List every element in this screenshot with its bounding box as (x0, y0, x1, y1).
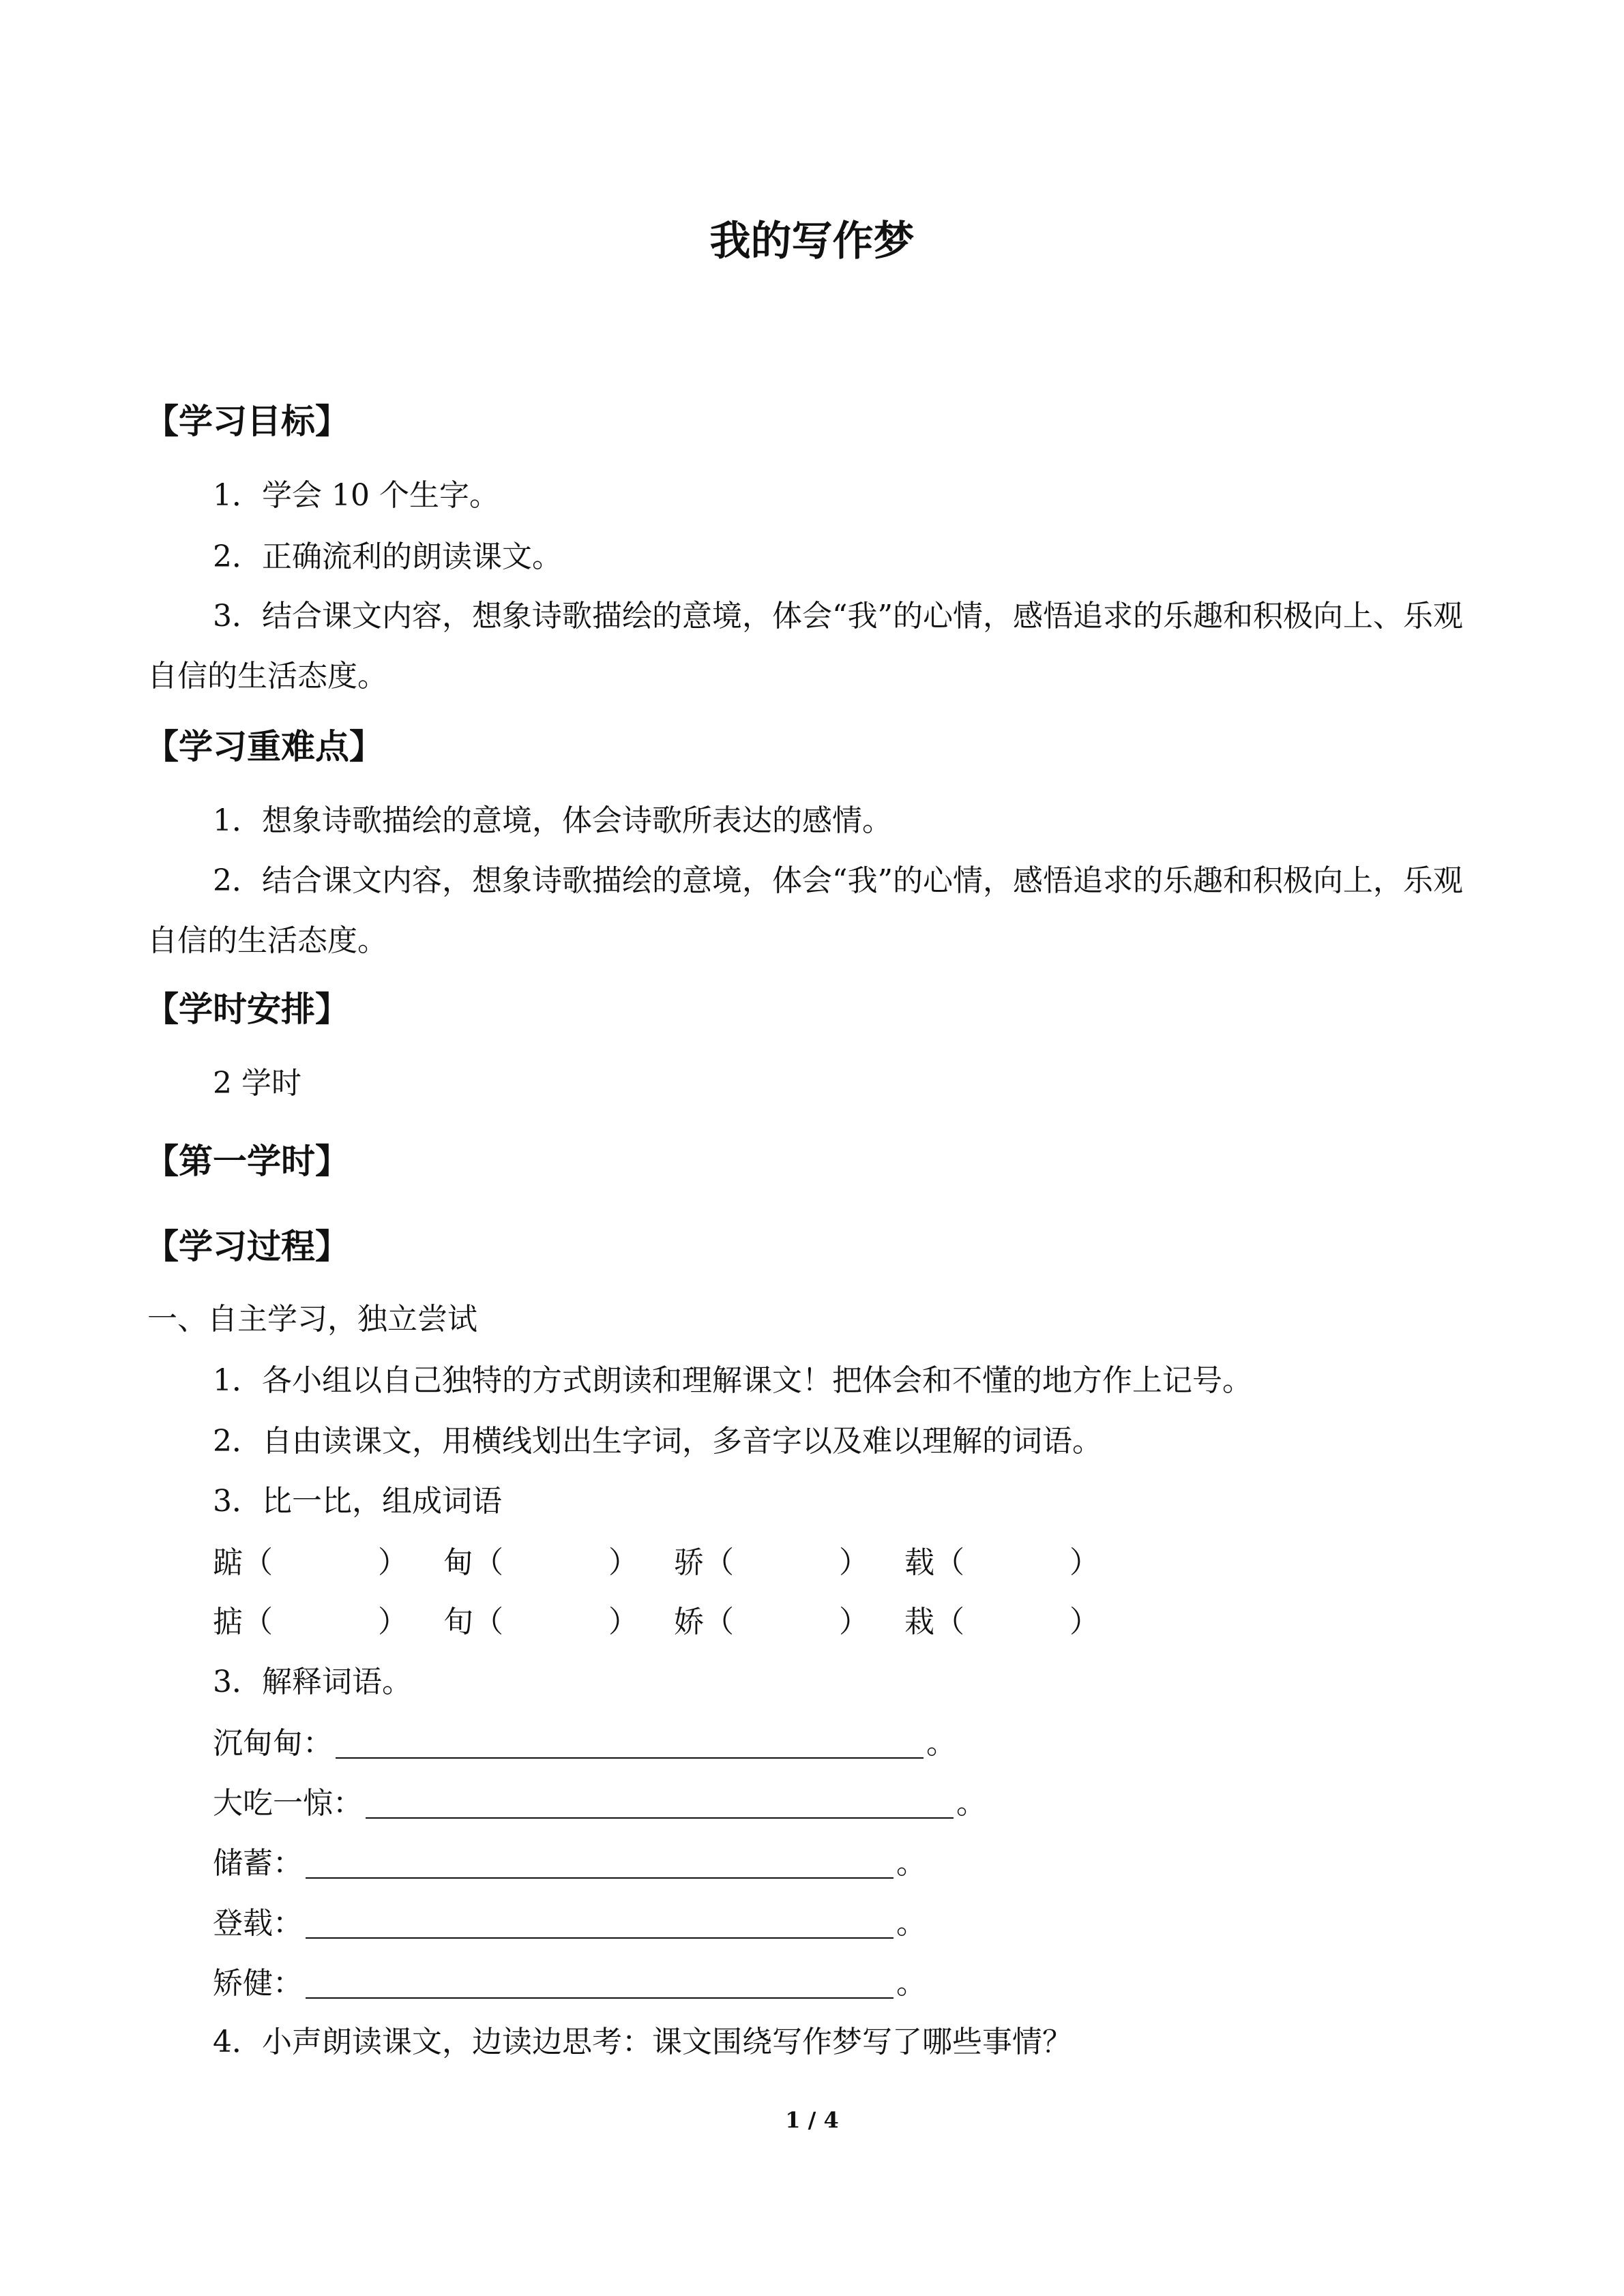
compare-blank-close[interactable]: ） (839, 1545, 869, 1580)
word-line-1 (213, 1727, 956, 1759)
step-2: 2．自由读课文，用横线划出生字词，多音字以及难以理解的词语。 (213, 1424, 1102, 1459)
key-point-item-2: 2．结合课文内容，想象诗歌描绘的意境，体会“我”的心情，感悟追求的乐趣和积极向上，乐观自信的生活态度。 (147, 863, 1463, 958)
compare-char: 旬（ (443, 1605, 503, 1639)
page-title: 我的写作梦 (709, 218, 915, 265)
step-4: 4．小声朗读课文，边读边思考：课文围绕写作梦写了哪些事情？ (213, 2025, 1072, 2059)
answer-blank[interactable] (336, 1727, 924, 1759)
step-3: 3．比一比，组成词语 (213, 1484, 502, 1519)
compare-char: 甸（ (443, 1545, 503, 1580)
compare-blank-close[interactable]: ） (608, 1545, 638, 1580)
period-mark: 。 (896, 1846, 926, 1881)
heading-schedule: 【学时安排】 (145, 989, 349, 1029)
step-1: 1．各小组以自己独特的方式朗读和理解课文！把体会和不懂的地方作上记号。 (213, 1363, 1252, 1398)
word-line-2 (213, 1787, 986, 1819)
period-mark: 。 (896, 1906, 926, 1941)
answer-blank[interactable] (306, 1847, 894, 1879)
word-label: 沉甸甸： (213, 1726, 333, 1761)
period-mark: 。 (956, 1786, 986, 1821)
answer-blank[interactable] (366, 1787, 954, 1819)
key-point-item-1: 1．想象诗歌描绘的意境，体会诗歌所表达的感情。 (213, 803, 892, 838)
part1-title: 一、自主学习，独立尝试 (147, 1302, 477, 1337)
heading-key-points: 【学习重难点】 (145, 727, 383, 766)
compare-blank-close[interactable]: ） (608, 1605, 638, 1639)
schedule-text: 2 学时 (213, 1066, 301, 1101)
word-label: 登载： (213, 1906, 303, 1941)
period-mark: 。 (896, 1966, 926, 2001)
compare-char: 娇（ (674, 1605, 734, 1639)
period-mark: 。 (926, 1726, 956, 1761)
word-line-5 (213, 1967, 926, 1999)
word-label: 矫健： (213, 1966, 303, 2001)
explain-title: 3．解释词语。 (213, 1665, 412, 1699)
compare-blank-close[interactable]: ） (378, 1605, 408, 1639)
word-line-4 (213, 1907, 926, 1939)
compare-char: 踮（ (213, 1545, 273, 1580)
word-line-3 (213, 1847, 926, 1879)
compare-blank-close[interactable]: ） (1069, 1605, 1099, 1639)
compare-char: 骄（ (674, 1545, 734, 1580)
heading-period-1: 【第一学时】 (145, 1142, 349, 1181)
compare-blank-close[interactable]: ） (378, 1545, 408, 1580)
goal-item-3: 3．结合课文内容，想象诗歌描绘的意境，体会“我”的心情，感悟追求的乐趣和积极向上、乐观自信的生活态度。 (147, 599, 1463, 694)
compare-char: 掂（ (213, 1605, 273, 1639)
compare-blank-close[interactable]: ） (1069, 1545, 1099, 1580)
answer-blank[interactable] (306, 1907, 894, 1939)
compare-char: 载（ (904, 1545, 964, 1580)
word-label: 储蓄： (213, 1846, 303, 1881)
word-label: 大吃一惊： (213, 1786, 363, 1821)
heading-goals: 【学习目标】 (145, 402, 349, 441)
answer-blank[interactable] (306, 1967, 894, 1999)
heading-process: 【学习过程】 (145, 1227, 349, 1266)
goal-item-1: 1．学会 10 个生字。 (213, 478, 499, 513)
compare-char: 栽（ (904, 1605, 964, 1639)
compare-blank-close[interactable]: ） (839, 1605, 869, 1639)
page-number: 1 / 4 (785, 2107, 839, 2133)
goal-item-2: 2．正确流利的朗读课文。 (213, 539, 562, 574)
